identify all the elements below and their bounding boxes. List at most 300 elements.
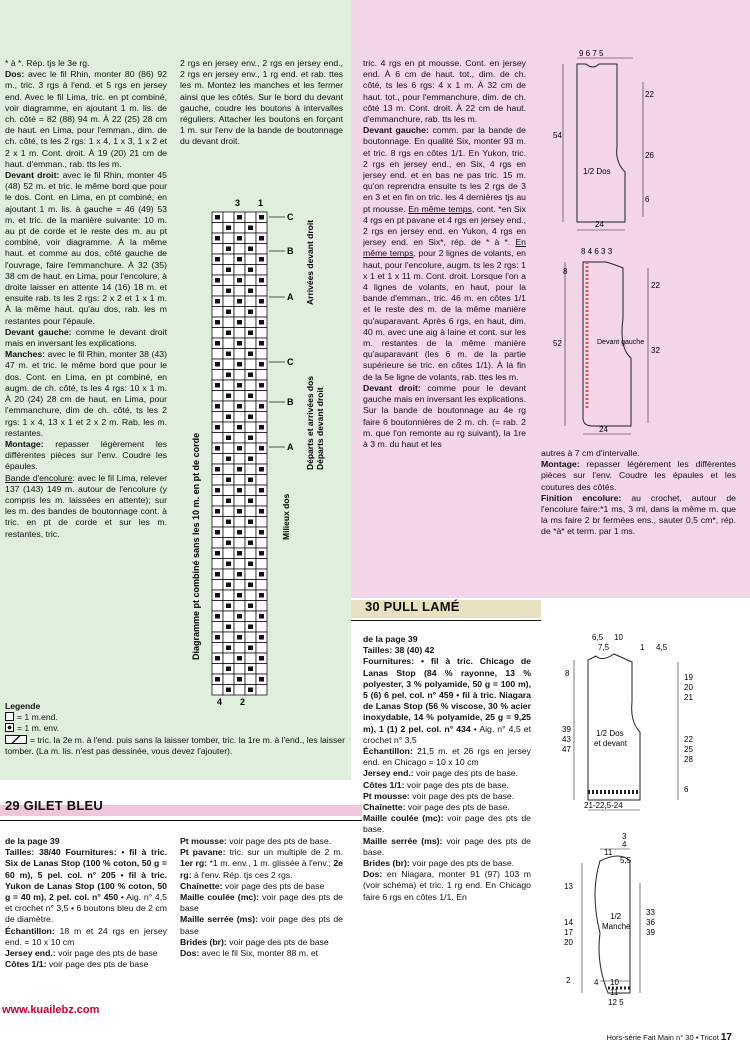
- grid-cell: [245, 338, 256, 349]
- stitch-mark: [259, 320, 264, 325]
- stitch-mark: [215, 362, 220, 367]
- grid-cell: [245, 212, 256, 223]
- diagram-right-label-3: Départs devant droit: [315, 387, 325, 470]
- grid-cell: [212, 454, 223, 465]
- grid-cell: [234, 223, 245, 234]
- grid-cell: [212, 475, 223, 486]
- stitch-mark: [237, 677, 242, 682]
- s29b-paragraph: Maille coulée (mc): voir page des pts de base: [180, 892, 343, 914]
- devant-right-dim-2: 32: [651, 346, 660, 355]
- grid-cell: [212, 286, 223, 297]
- grid-cell: [234, 559, 245, 570]
- diagram-letter: A: [287, 442, 294, 452]
- grid-cell: [245, 443, 256, 454]
- diagram-main-label: Diagramme pt combiné sans les 10 m. en pt de corde: [191, 432, 201, 660]
- stitch-mark: [226, 268, 231, 273]
- grid-cell: [245, 254, 256, 265]
- grid-cell: [212, 643, 223, 654]
- grid-cell: [245, 653, 256, 664]
- pull-top-dim-1: 6,5: [592, 633, 604, 642]
- grid-cell: [245, 317, 256, 328]
- stitch-mark: [226, 646, 231, 651]
- stitch-mark: [237, 362, 242, 367]
- stitch-mark: [215, 656, 220, 661]
- grid-cell: [212, 244, 223, 255]
- grid-cell: [223, 212, 234, 223]
- grid-cell: [256, 517, 267, 528]
- page-footer: Hors-série Fait Main n° 30 • Tricot 17: [606, 1031, 732, 1043]
- grid-cell: [234, 286, 245, 297]
- text-column-2: [180, 58, 343, 148]
- stitch-mark: [226, 331, 231, 336]
- stitch-mark: [248, 583, 253, 588]
- section-30-column: [363, 634, 531, 903]
- dos-label: 1/2 Dos: [583, 167, 611, 176]
- sleeve-bottom-dim-1: 4: [594, 978, 599, 987]
- stitch-mark: [215, 257, 220, 262]
- stitch-mark: [248, 520, 253, 525]
- sleeve-right-dim-1: 33: [646, 908, 655, 917]
- pull-top-dim-3: 7,5: [598, 643, 610, 652]
- s30-paragraph: Chaînette: voir page des pts de base.: [363, 802, 510, 813]
- stitch-mark: [215, 446, 220, 451]
- grid-cell: [234, 412, 245, 423]
- devant-label: Devant gauche: [597, 339, 645, 346]
- grid-cell: [223, 296, 234, 307]
- grid-cell: [223, 338, 234, 349]
- sleeve-top-dim-3: 5,5: [620, 856, 632, 865]
- stitch-mark: [248, 541, 253, 546]
- grid-cell: [256, 475, 267, 486]
- stitch-mark: [226, 541, 231, 546]
- grid-cell: [223, 233, 234, 244]
- s30-paragraph: Côtes 1/1: voir page des pts de base.: [363, 779, 509, 790]
- stitch-mark: [237, 572, 242, 577]
- pull-label-2: et devant: [594, 739, 627, 748]
- pull-left-dim-3: 43: [562, 735, 571, 744]
- col3-paragraph: Devant droit: comme pour le devant gauche mais en inversant les explications. Sur la bande de boutonnage au 4e rg faire 6 boutonnières de 2 m. ch. (= rab. 2 m. que l'on remonte au rg suivant), la 1re à 3 m. du haut et les: [363, 382, 527, 449]
- stitch-mark: [226, 226, 231, 231]
- sleeve-left-dim-3: 17: [564, 928, 573, 937]
- s30-paragraph: Pt mousse: voir page des pts de base.: [363, 790, 515, 801]
- stitch-mark: [259, 551, 264, 556]
- s29a-paragraph: de la page 39: [5, 836, 60, 846]
- stitch-mark: [237, 404, 242, 409]
- pull-left-dim-2: 39: [562, 725, 571, 734]
- stitch-mark: [215, 593, 220, 598]
- schema-front-left: [553, 247, 668, 434]
- sleeve-left-dim-5: 2: [566, 976, 571, 985]
- grid-cell: [223, 443, 234, 454]
- diagram-letter: C: [287, 357, 294, 367]
- grid-cell: [245, 464, 256, 475]
- col1-paragraph: Dos: avec le fil Rhin, monter 80 (86) 92 m., tric. 3 rgs à l'end. et 5 rgs en jersey end. Avec le fil Lima, tric. en pt combiné, voir diagramme, en ajoutant 1 m. lis. de ch. côté = 82 (88) 94 m. À 22 (25) 28 cm de haut. en Lima, pour l'emman., dim. de ch. côté, ts les 2 rgs: 1 x 4, 1 x 3, 1 x 2 et 2 x 1 m. Cont. droit. À 19 (20) 21 cm de haut. d'emman., rab. tts les m.: [5, 69, 167, 169]
- stitch-mark: [259, 488, 264, 493]
- grid-cell: [212, 559, 223, 570]
- stitch-mark: [248, 688, 253, 693]
- stitch-mark: [259, 299, 264, 304]
- col1-paragraph: * à *. Rép. tjs le 3e rg.: [5, 58, 90, 68]
- grid-cell: [223, 590, 234, 601]
- stitch-mark: [215, 341, 220, 346]
- section-29-title: 29 GILET BLEU: [5, 798, 103, 813]
- col4-paragraph: Montage: repasser légèrement les différentes pièces sur l'env. Coudre les épaules et les coutures des côtés.: [541, 459, 736, 492]
- col3-paragraph: tric. 4 rgs en pt mousse. Cont. en jersey end. À 6 cm de haut. tot., dim. de ch. côté, ts les 6 rgs: 4 x 1 m. À 32 cm de haut. tot., pour l'emmanchure, dim. de ch. côté 13 m. Cont. droit. À 22 cm de haut. d'emmanchure, rab. tts les m.: [363, 58, 526, 125]
- grid-cell: [256, 643, 267, 654]
- diagram-milieu-label: Milieux dos: [281, 493, 291, 540]
- grid-cell: [256, 664, 267, 675]
- pull-left-dim-1: 8: [565, 669, 570, 678]
- sleeve-left-dim-2: 14: [564, 918, 573, 927]
- stitch-mark: [215, 278, 220, 283]
- grid-cell: [223, 464, 234, 475]
- stitch-mark: [259, 656, 264, 661]
- grid-cell: [212, 265, 223, 276]
- stitch-mark: [259, 278, 264, 283]
- legend-item-end: = 1 m.end.: [5, 712, 350, 723]
- stitch-mark: [237, 467, 242, 472]
- stitch-mark: [226, 436, 231, 441]
- grid-cell: [256, 433, 267, 444]
- grid-cell: [245, 359, 256, 370]
- grid-cell: [234, 391, 245, 402]
- s30-paragraph: Dos: en Niagara, monter 91 (97) 103 m (voir schéma) et tric. 1 rg end. En Chicago faire 6 rgs en côtes 1/1. En: [363, 869, 531, 902]
- grid-cell: [223, 275, 234, 286]
- grid-cell: [256, 685, 267, 696]
- dos-top-dims: 9 6 7 5: [579, 49, 604, 58]
- stitch-mark: [237, 278, 242, 283]
- col1-paragraph: Bande d'encolure: avec le fil Lima, relever 137 (143) 149 m. autour de l'encolure (y compris les m. laissées en attente); sur les m. des bandes de boutonnage cont. à tric. en pt de corde et sur les m. restantes, tric.: [5, 472, 167, 539]
- grid-cell: [234, 370, 245, 381]
- pull-label-1: 1/2 Dos: [596, 729, 624, 738]
- grid-cell: [256, 412, 267, 423]
- stitch-mark: [259, 341, 264, 346]
- stitch-mark: [259, 530, 264, 535]
- sleeve-bottom-dim-3: 11: [610, 988, 619, 997]
- stitch-mark: [237, 383, 242, 388]
- stitch-mark: [259, 467, 264, 472]
- stitch-mark: [226, 583, 231, 588]
- stitch-mark: [259, 509, 264, 514]
- devant-left-small-dim: 8: [563, 267, 568, 276]
- watermark: www.kuailebz.com: [2, 1004, 100, 1016]
- pull-top-dim-5: 4,5: [656, 643, 668, 652]
- col3-paragraph: Devant gauche: comm. par la bande de boutonnage. En qualité Six, monter 93 m. et tric. 8 rgs en côtes 1/1. En Yukon, tric. 2 rgs en jersey end., en Six, 4 rgs en jersey end. et en bas ne pas tric. 15 m. qu'on reprendra ensuite ts les 2 rgs de 3 en 3 et en fin on tric. les 4 dernières tjs au pt mousse. En même temps, cont. *en Six 4 rgs en pt pavane et 4 rgs en jersey end., 2 rgs en jersey end. en Yukon, 4 rgs en jersey end. en Six*, rép. de * à *. En même temps, pour 2 lignes de volants, en haut, pour l'encolure, augm. ts les 2 rgs: 1 x 1 et 1 x 11 m. Cont. droit. Lorsque l'on a 4 lignes de volants, en haut, pour la bande d'emman., tric. 46 m. en côtes 1/1 et le reste des m. de la même manière qu'auparavant. Après 6 rgs, en haut, dim. 40 m. avec une aig à laine et cont. sur les m. restantes de la même manière qu'auparavant (les 6 m. de la partie supérieure se tric. en côtes 1/1). À la fin de la 5e ligne de volants, rab. ttes les m.: [363, 125, 527, 382]
- stitch-mark: [226, 310, 231, 315]
- grid-cell: [245, 611, 256, 622]
- stitch-mark: [226, 289, 231, 294]
- pull-top-dim-4: 1: [640, 643, 645, 652]
- grid-cell: [223, 611, 234, 622]
- grid-cell: [234, 643, 245, 654]
- grid-cell: [256, 538, 267, 549]
- sleeve-right-dim-2: 36: [646, 918, 655, 927]
- stitch-mark: [259, 572, 264, 577]
- grid-cell: [223, 317, 234, 328]
- stitch-mark: [259, 593, 264, 598]
- s30-paragraph: Maille serrée (ms): voir page des pts de base.: [363, 835, 531, 857]
- grid-cell: [256, 265, 267, 276]
- grid-cell: [223, 527, 234, 538]
- grid-cell: [256, 454, 267, 465]
- grid-cell: [212, 580, 223, 591]
- sleeve-top-dim-2: 4: [622, 840, 627, 849]
- grid-cell: [212, 433, 223, 444]
- grid-cell: [256, 391, 267, 402]
- grid-cell: [234, 664, 245, 675]
- grid-cell: [256, 559, 267, 570]
- diagram-row-number: 4: [217, 697, 223, 707]
- dos-right-dim-1: 22: [645, 90, 654, 99]
- grid-cell: [223, 632, 234, 643]
- grid-cell: [234, 496, 245, 507]
- grid-cell: [245, 485, 256, 496]
- grid-cell: [245, 674, 256, 685]
- col4-paragraph: autres à 7 cm d'intervalle.: [541, 448, 640, 458]
- text-column-4: [541, 448, 736, 538]
- pull-right-dim-1: 19: [684, 673, 693, 682]
- grid-cell: [223, 380, 234, 391]
- s29b-paragraph: Dos: avec le fil Six, monter 88 m. et: [180, 948, 319, 959]
- stitch-mark: [226, 457, 231, 462]
- stitch-mark: [237, 257, 242, 262]
- stitch-mark: [248, 352, 253, 357]
- legend-title: Legende: [5, 701, 41, 711]
- stitch-mark: [248, 226, 253, 231]
- grid-cell: [245, 527, 256, 538]
- s30-paragraph: Jersey end.: voir page des pts de base.: [363, 768, 519, 779]
- s30-paragraph: Échantillon: 21,5 m. et 26 rgs en jersey end. en Chicago = 10 x 10 cm: [363, 746, 531, 768]
- dos-bottom-dim: 24: [595, 220, 604, 229]
- col1-paragraph: Devant droit: avec le fil Rhin, monter 45 (48) 52 m. et tric. le même bord que pour le dos. Cont. en Lima, en pt combiné, en ajoutant 1 m. lis. à gauche = 46 (49) 53 m. et tric. de la manière suivante: 10 m. au pt de corde et le reste des m. au pt combiné, voir diagramme. À la même haut. et comme au dos, côté gauche de l'ouvrage, faire l'emmanchure. À 32 (35) 38 cm de haut. en Lima, pour l'encolure, à droite laisser en attente 14 (16) 18 m. et ensuite rab. ts les 2 rgs: 2 x 2 et 1 x 1 m. À la même haut. qu'au dos, rab. les m restantes pour l'épaule.: [5, 170, 167, 326]
- diagram-row-number: 2: [240, 697, 246, 707]
- diagram-letter: A: [287, 292, 294, 302]
- stitch-mark: [215, 488, 220, 493]
- grid-cell: [256, 307, 267, 318]
- stitch-mark: [237, 341, 242, 346]
- section-29-column-b: [180, 836, 343, 959]
- s30-paragraph: Tailles: 38 (40) 42: [363, 645, 435, 656]
- stitch-mark: [237, 509, 242, 514]
- stitch-mark: [237, 215, 242, 220]
- stitch-mark: [226, 373, 231, 378]
- grid-cell: [256, 349, 267, 360]
- grid-cell: [212, 412, 223, 423]
- stitch-mark: [215, 614, 220, 619]
- stitch-mark: [259, 677, 264, 682]
- grid-cell: [223, 674, 234, 685]
- sleeve-label-2: Manche: [602, 922, 631, 931]
- dos-left-dim: 54: [553, 131, 562, 140]
- pull-bottom-dim: 21-22,5-24: [584, 801, 623, 810]
- pull-right-dim-5: 25: [684, 745, 693, 754]
- stitch-mark: [259, 236, 264, 241]
- s29b-paragraph: Chaînette: voir page des pts de base: [180, 880, 325, 891]
- grid-cell: [212, 307, 223, 318]
- sleeve-top-dim-1: 3: [622, 832, 627, 841]
- stitch-mark: [248, 604, 253, 609]
- sleeve-right-dim-3: 39: [646, 928, 655, 937]
- grid-cell: [234, 244, 245, 255]
- grid-cell: [234, 328, 245, 339]
- legend-item-cross: = tric. la 2e m. à l'end. puis sans la laisser tomber, tric. la 1re m. à l'end., les laisser tomber. (La m. lis. n'est pas dessinée, vous devez l'ajouter).: [5, 734, 345, 756]
- pull-top-dim-2: 10: [614, 633, 623, 642]
- diagram-right-label-1: Arrivées devant droit: [305, 219, 315, 305]
- grid-cell: [245, 506, 256, 517]
- stitch-mark: [248, 247, 253, 252]
- stitch-mark: [215, 404, 220, 409]
- stitch-mark: [248, 667, 253, 672]
- grid-cell: [223, 548, 234, 559]
- col2-paragraph: 2 rgs en jersey env., 2 rgs en jersey end., 2 rgs en jersey env., 1 rg end. et rab. ttes les m. Montez les manches et les fermer ainsi que les côtés. Sur le bord du devant gauche, coudre les boutons à intervalles réguliers. Attacher les boutons en forçant 1 m. sur l'env de la bande de boutonnage du devant droit.: [180, 58, 343, 147]
- sleeve-left-dim-1: 13: [564, 882, 573, 891]
- diagram-letter: C: [287, 212, 294, 222]
- legend: [5, 701, 350, 757]
- stitch-mark: [248, 478, 253, 483]
- grid-cell: [256, 223, 267, 234]
- grid-cell: [256, 580, 267, 591]
- devant-left-dim: 52: [553, 339, 562, 348]
- grid-cell: [256, 496, 267, 507]
- pull-right-dim-3: 21: [684, 693, 693, 702]
- s30-paragraph: Brides (br): voir page des pts de base.: [363, 858, 515, 869]
- grid-cell: [212, 517, 223, 528]
- diagram-row-number: 1: [258, 198, 264, 208]
- stitch-mark: [226, 562, 231, 567]
- pull-right-dim-6: 28: [684, 755, 693, 764]
- grid-cell: [245, 233, 256, 244]
- stitch-mark: [226, 499, 231, 504]
- grid-cell: [212, 685, 223, 696]
- grid-cell: [245, 275, 256, 286]
- grid-cell: [234, 580, 245, 591]
- grid-cell: [223, 506, 234, 517]
- stitch-mark: [215, 677, 220, 682]
- grid-cell: [234, 454, 245, 465]
- sleeve-label-1: 1/2: [610, 912, 622, 921]
- stitch-mark: [237, 425, 242, 430]
- grid-cell: [245, 422, 256, 433]
- grid-cell: [212, 664, 223, 675]
- grid-cell: [245, 548, 256, 559]
- stitch-mark: [237, 320, 242, 325]
- stitch-mark: [248, 457, 253, 462]
- grid-cell: [234, 517, 245, 528]
- stitch-mark: [215, 215, 220, 220]
- grid-cell: [234, 538, 245, 549]
- stitch-mark: [248, 625, 253, 630]
- stitch-mark: [248, 394, 253, 399]
- stitch-mark: [215, 425, 220, 430]
- stitch-mark: [248, 289, 253, 294]
- grid-cell: [234, 685, 245, 696]
- grid-cell: [256, 370, 267, 381]
- grid-cell: [223, 485, 234, 496]
- col4-paragraph: Finition encolure: au crochet, autour de l'encolure faire:*1 ms, 3 ml, dans la même m. que la ms faire 2 br fermées ens., sauter 0,5 cm*, rép. de *à* et term. par 1 ms.: [541, 492, 736, 537]
- grid-cell: [212, 391, 223, 402]
- stitch-mark: [248, 562, 253, 567]
- grid-cell: [234, 475, 245, 486]
- stitch-diagram: [185, 190, 345, 710]
- stitch-mark: [259, 425, 264, 430]
- stitch-mark: [248, 499, 253, 504]
- stitch-mark: [215, 299, 220, 304]
- stitch-mark: [215, 320, 220, 325]
- text-column-3: [363, 58, 526, 450]
- pull-left-dim-4: 47: [562, 745, 571, 754]
- stitch-mark: [259, 614, 264, 619]
- grid-cell: [223, 653, 234, 664]
- sleeve-top-dim-4: 11: [604, 848, 613, 857]
- stitch-mark: [215, 530, 220, 535]
- grid-cell: [234, 433, 245, 444]
- schema-sleeve: [560, 833, 710, 1013]
- s29b-paragraph: Brides (br): voir page des pts de base: [180, 936, 329, 947]
- grid-cell: [234, 265, 245, 276]
- stitch-mark: [237, 299, 242, 304]
- diagram-letter: B: [287, 246, 294, 256]
- grid-cell: [212, 223, 223, 234]
- stitch-mark: [215, 383, 220, 388]
- pull-right-dim-2: 20: [684, 683, 693, 692]
- grid-cell: [212, 349, 223, 360]
- stitch-mark: [259, 635, 264, 640]
- s30-paragraph: de la page 39: [363, 634, 418, 644]
- s29a-paragraph: Côtes 1/1: voir page des pts de base: [5, 959, 149, 970]
- s29a-paragraph: Tailles: 38/40 Fournitures: • fil à tric. Six de Lanas Stop (100 % coton, 50 g = 60 m), 5 pel. col. n° 205 • fil à tric. Yukon de Lanas Stop (100 % coton, 50 g = 40 m), 2 pel. col. n° 450 • Aig. n° 4,5 et crochet n° 3,5 • 6 boutons bleu de 2 cm de diamètre.: [5, 847, 167, 925]
- diagram-row-number: 3: [235, 198, 241, 208]
- diagram-letter: B: [287, 397, 294, 407]
- col1-paragraph: Devant gauche: comme le devant droit mais en inversant les explications.: [5, 326, 167, 349]
- grid-cell: [223, 422, 234, 433]
- stitch-mark: [215, 635, 220, 640]
- stitch-mark: [215, 509, 220, 514]
- stitch-mark: [259, 404, 264, 409]
- s29a-paragraph: Jersey end.: voir page des pts de base: [5, 948, 158, 959]
- divider: [351, 620, 541, 621]
- grid-cell: [245, 569, 256, 580]
- dos-right-dim-3: 6: [645, 195, 650, 204]
- dos-right-dim-2: 26: [645, 151, 654, 160]
- stitch-mark: [237, 236, 242, 241]
- grid-cell: [212, 538, 223, 549]
- schema-pull-back-front: [560, 632, 710, 817]
- stitch-mark: [248, 310, 253, 315]
- s29b-paragraph: Pt pavane: tric. sur un multiple de 2 m. 1er rg: *1 m. env., 1 m. glissée à l'env.; 2e rg: à l'env. Rép. tjs ces 2 rgs.: [180, 847, 344, 880]
- col1-paragraph: Manches: avec le fil Rhin, monter 38 (43) 47 m. et tric. le même bord que pour le dos. Cont. en Lima, en pt combiné, en augm. de ch. côté, ts les 4 rgs: 10 x 1 m. À 20 (24) 28 cm de haut. en Lima, pour l'emmanchure, dim de ch. côté, ts les 2 rgs: 1 x 4, 13 x 1 et 2 x 2 m. Rab. les m. restantes.: [5, 349, 167, 438]
- stitch-mark: [248, 646, 253, 651]
- grid-cell: [223, 254, 234, 265]
- devant-bottom-dim: 24: [599, 425, 608, 434]
- devant-top-dims: 8 4 6 3 3: [581, 247, 613, 256]
- stitch-mark: [248, 331, 253, 336]
- stitch-mark: [226, 625, 231, 630]
- grid-cell: [256, 244, 267, 255]
- grid-cell: [212, 622, 223, 633]
- grid-cell: [245, 380, 256, 391]
- stitch-mark: [237, 551, 242, 556]
- grid-cell: [223, 359, 234, 370]
- stitch-mark: [248, 373, 253, 378]
- stitch-mark: [226, 520, 231, 525]
- stitch-mark: [237, 656, 242, 661]
- section-29-column-a: [5, 836, 167, 970]
- text-column-1: [5, 58, 167, 540]
- sleeve-bottom-dim-2: 10: [610, 978, 619, 987]
- stitch-mark: [226, 604, 231, 609]
- grid-cell: [256, 601, 267, 612]
- grid-cell: [245, 590, 256, 601]
